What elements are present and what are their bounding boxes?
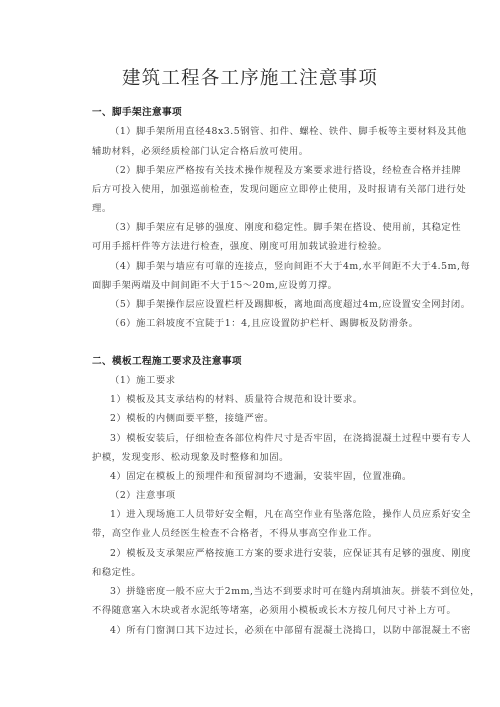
paragraph-line: 后方可投入使用，加强巡前检查，发现问题应立即停止使用，及时报请有关部门进行处 [92, 184, 467, 195]
paragraph-line: （1）施工要求 [110, 375, 176, 386]
paragraph-line: 3）模板安装后，仔细检查各部位构件尺寸是否牢固，在浇捣混凝土过程中要有专人 [110, 433, 471, 444]
section-heading-scaffolding: 一、脚手架注意事项 [92, 107, 182, 118]
paragraph-line: 2）模板及支承架应严格按施工方案的要求进行安装，应保证其有足够的强度、刚度 [110, 548, 471, 559]
paragraph-line: 辅助材料，必须经质检部门认定合格后放可使用。 [92, 146, 309, 157]
paragraph-line: （2）脚手架应严格按有关技术操作规程及方案要求进行搭设，经检查合格并挂牌 [110, 165, 462, 176]
paragraph-line: 护模，发现变形、松动现象及时整修和加固。 [92, 452, 289, 463]
paragraph-line: 可用手摇杆件等方法进行检查，强度、刚度可用加载试验进行检验。 [92, 241, 388, 252]
document-title: 建筑工程各工序施工注意事项 [121, 68, 379, 89]
paragraph-line: 不得随意塞入木块或者水泥纸等堵塞，必须用小模板或长木方按几何尺寸补上方可。 [92, 605, 457, 616]
paragraph-line: 3）拼缝密度一般不应大于2mm,当达不到要求时可在缝内刮填油灰。拼装不到位处， [110, 586, 480, 597]
paragraph-line: 面脚手架两端及中间间距不大于15～20m,应设剪刀撑。 [92, 280, 338, 291]
paragraph-line: 1）模板及其支承结构的材料、质量符合规范和设计要求。 [110, 394, 363, 405]
paragraph-line: 和稳定性。 [92, 567, 142, 578]
paragraph-line: （1）脚手架所用直径48x3.5钢管、扣件、螺栓、铁件、脚手板等主要材料及其他 [110, 126, 467, 137]
paragraph-line: 4）固定在模板上的预埋件和预留洞均不遗漏，安装牢固，位置准确。 [110, 471, 412, 482]
section-heading-formwork: 二、模板工程施工要求及注意事项 [92, 356, 242, 367]
paragraph-line: 理。 [92, 203, 112, 214]
paragraph-line: （2）注意事项 [110, 490, 176, 501]
paragraph-line: 4）所有门窗洞口其下边过长，必须在中部留有混凝土浇捣口，以防中部混凝土不密 [110, 625, 471, 636]
paragraph-line: （4）脚手架与墙应有可靠的连接点，竖向间距不大于4m,水平间距不大于4.5m,每 [110, 261, 471, 272]
paragraph-line: （3）脚手架应有足够的强度、刚度和稳定性。脚手架在搭设、使用前，其稳定性 [110, 222, 462, 233]
paragraph-line: （6）施工斜坡度不宜陡于1：4,且应设置防护栏杆、踢脚板及防滑条。 [110, 318, 419, 329]
paragraph-line: （5）脚手架操作层应设置栏杆及踢脚板，离地面高度超过4m,应设置安全网封闭。 [110, 299, 471, 310]
paragraph-line: 带，高空作业人员经医生检查不合格者，不得从事高空作业工作。 [92, 528, 378, 539]
paragraph-line: 1）进入现场施工人员带好安全帽，凡在高空作业有坠落危险，操作人员应系好安全 [110, 509, 471, 520]
paragraph-line: 2）模板的内侧面要平整，接缝严密。 [110, 413, 275, 424]
